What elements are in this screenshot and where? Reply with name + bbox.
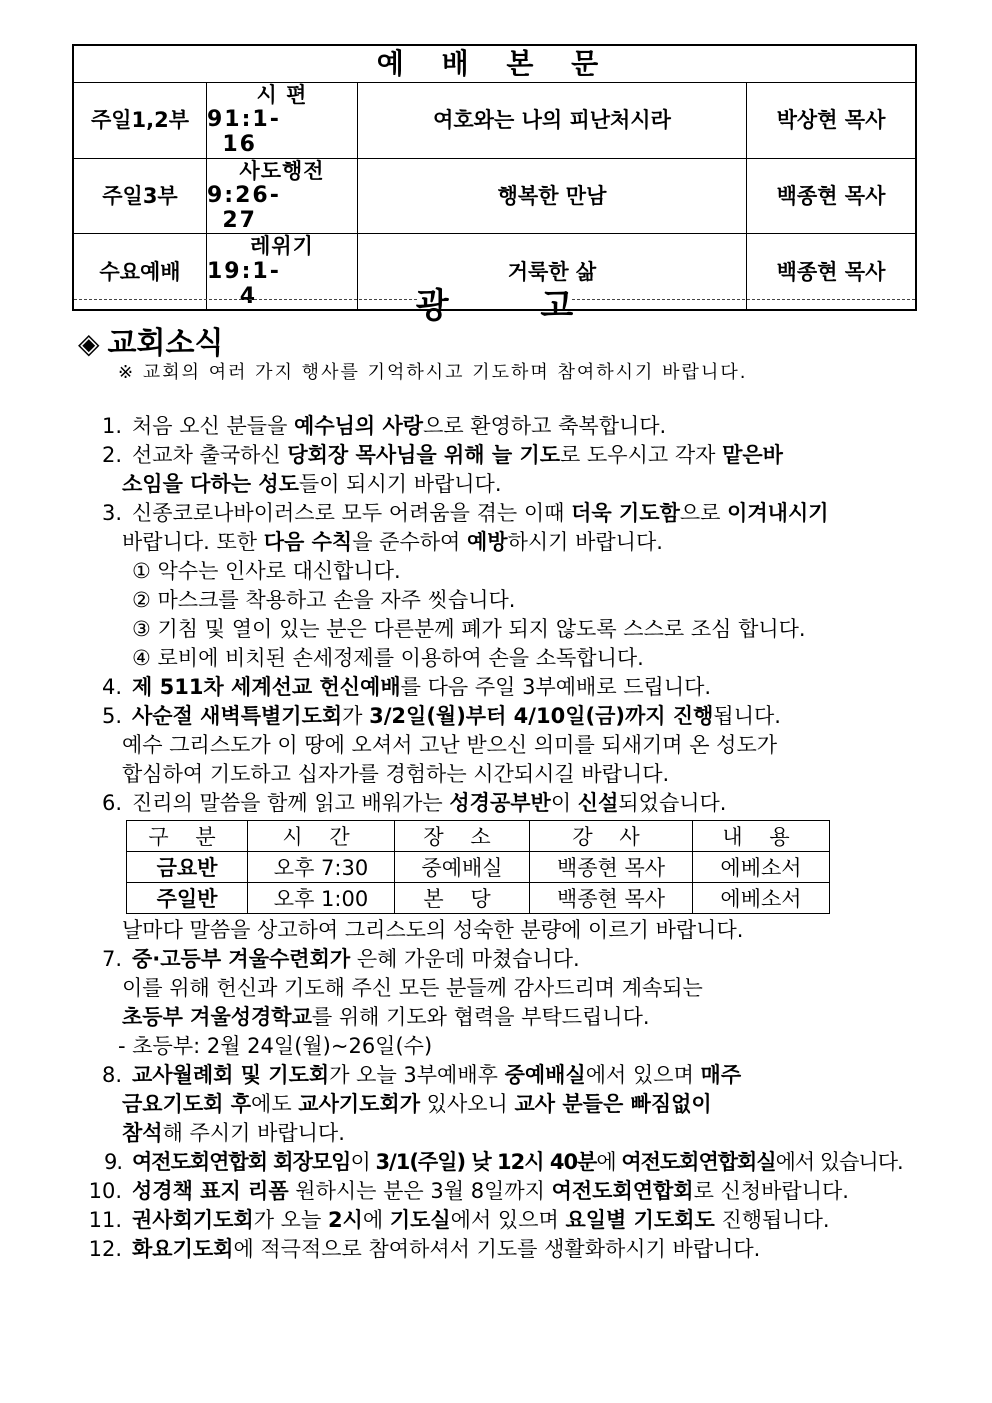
preacher: 박상현 목사 — [747, 83, 917, 159]
item-highlight: 성경책 표지 리폼 — [132, 1179, 289, 1203]
sermon-title: 여호와는 나의 피난처시라 — [358, 83, 747, 159]
item-text: 있사오니 — [420, 1092, 515, 1116]
item-highlight: 신설 — [577, 791, 619, 815]
item-highlight: 초등부 겨울성경학교 — [122, 1005, 312, 1029]
item-text: 를 다음 주일 3부예배로 드립니다. — [400, 675, 712, 699]
item-number: 2. — [101, 443, 122, 467]
item-text: 진리의 말씀을 함께 읽고 배워가는 — [132, 791, 450, 815]
scripture-book: 사도행전 — [239, 158, 325, 183]
item-text: 은혜 가운데 마쳤습니다. — [350, 947, 580, 971]
item-text: 신종코로나바이러스로 모두 어려움을 겪는 이때 — [132, 501, 572, 525]
item-highlight: 이겨내시기 — [727, 501, 829, 525]
item-text: 됩니다. — [713, 704, 781, 728]
column-header: 시 간 — [248, 821, 395, 852]
scripture-ref — [207, 158, 358, 234]
item-number: 4. — [101, 675, 122, 699]
item-highlight: 성경공부반 — [449, 791, 551, 815]
announcement-list — [72, 412, 932, 1264]
item-text: 에도 — [251, 1092, 299, 1116]
list-item — [72, 499, 932, 528]
item-number: 1. — [101, 414, 122, 438]
item-highlight: 중·고등부 겨울수련회가 — [132, 947, 351, 971]
sermon-table-title: 예 배 본 문 — [73, 45, 916, 83]
list-item-continued — [72, 1090, 932, 1119]
service-name: 수요예배 — [73, 234, 207, 310]
item-number: 12. — [88, 1237, 122, 1261]
scripture-ref — [207, 83, 358, 159]
item-highlight: 참석 — [122, 1121, 163, 1145]
list-item — [72, 1061, 932, 1090]
item-highlight: 권사회기도회 — [132, 1208, 254, 1232]
rule-item: ② 마스크를 착용하고 손을 자주 씻습니다. — [132, 588, 516, 612]
item-text: 로 도우시고 각자 — [560, 443, 723, 467]
item-text: 로 신청바랍니다. — [693, 1179, 849, 1203]
diamond-icon: ◈ — [78, 327, 100, 360]
scripture-book: 레위기 — [250, 234, 314, 259]
table-header-row — [127, 821, 830, 852]
table-row — [127, 852, 830, 883]
table-cell: 백종현 목사 — [530, 883, 693, 914]
item-highlight: 당회장 목사님을 위해 늘 기도 — [287, 443, 561, 467]
item-number: 5. — [101, 704, 122, 728]
item-highlight: 예방 — [467, 530, 508, 554]
list-item — [72, 1206, 932, 1235]
item-highlight: 교사월례회 및 기도회 — [132, 1063, 330, 1087]
item-highlight: 2시 — [327, 1208, 363, 1232]
item-text: 에서 있으며 — [450, 1208, 566, 1232]
table-cell: 오후 7:30 — [248, 852, 395, 883]
ads-header — [72, 278, 917, 326]
rule-item: ④ 로비에 비치된 손세정제를 이용하여 손을 소독합니다. — [132, 646, 644, 670]
item-text: 으로 환영하고 축복합니다. — [423, 414, 667, 438]
item-text: 처음 오신 분들을 — [132, 414, 295, 438]
list-item — [72, 1148, 932, 1177]
sermon-table — [72, 44, 917, 311]
item-highlight: 예수님의 사랑 — [294, 414, 424, 438]
section-heading — [78, 318, 223, 362]
item-number: 6. — [101, 791, 122, 815]
item-text: 진행됩니다. — [714, 1208, 830, 1232]
item-highlight: 금요기도회 후 — [122, 1092, 252, 1116]
list-item — [72, 412, 932, 441]
item-text: 에 — [596, 1150, 622, 1174]
list-item-continued: 날마다 말씀을 상고하여 그리스도의 성숙한 분량에 이르기 바랍니다. — [122, 918, 744, 942]
item-highlight: 더욱 기도함 — [571, 501, 680, 525]
item-text: 들이 되시기 바랍니다. — [298, 472, 502, 496]
table-cell: 에베소서 — [693, 852, 830, 883]
item-text: 에 적극적으로 참여하셔서 기도를 생활화하시기 바랍니다. — [233, 1237, 761, 1261]
item-text: 이 — [350, 1150, 376, 1174]
item-number: 11. — [88, 1208, 122, 1232]
scripture-verse: 91:1-16 — [207, 107, 281, 158]
sermon-title: 거룩한 삶 — [358, 234, 747, 310]
item-number: 9. — [103, 1150, 122, 1174]
column-header: 장 소 — [395, 821, 530, 852]
table-row — [73, 83, 916, 159]
item-highlight: 제 511차 세계선교 헌신예배 — [132, 675, 401, 699]
list-item — [72, 702, 932, 731]
item-highlight: 3/2일(월)부터 4/10일(금)까지 진행 — [369, 704, 714, 728]
item-highlight: 여전도회연합회 회장모임 — [132, 1150, 351, 1174]
item-number: 7. — [101, 947, 122, 971]
item-highlight: 기도실 — [389, 1208, 451, 1232]
list-item — [72, 945, 932, 974]
item-text: 을 준수하여 — [352, 530, 467, 554]
scripture-verse: 9:26-27 — [207, 182, 281, 234]
list-item — [72, 441, 932, 470]
item-number: 10. — [88, 1179, 122, 1203]
table-row — [73, 158, 916, 234]
preacher: 백종현 목사 — [747, 158, 917, 234]
table-cell: 주일반 — [127, 883, 248, 914]
rule-item: ③ 기침 및 열이 있는 분은 다른분께 폐가 되지 않도록 스스로 조심 합니다. — [132, 617, 806, 641]
item-text: 하시기 바랍니다. — [507, 530, 663, 554]
item-highlight: 여전도회연합회 — [551, 1179, 694, 1203]
item-text: 에서 있으며 — [585, 1063, 701, 1087]
item-text: 가 — [342, 704, 370, 728]
rule-item: ① 악수는 인사로 대신합니다. — [132, 559, 401, 583]
item-text: 이 — [550, 791, 578, 815]
item-highlight: 사순절 새벽특별기도회 — [132, 704, 343, 728]
study-table — [126, 820, 830, 914]
item-text: 바랍니다. 또한 — [122, 530, 264, 554]
list-item-continued — [72, 1119, 932, 1148]
scripture-verse: 19:1-4 — [207, 258, 281, 309]
item-text: 가 오늘 — [253, 1208, 328, 1232]
item-text: 가 오늘 3부예배후 — [329, 1063, 505, 1087]
column-header: 구 분 — [127, 821, 248, 852]
list-item-continued — [72, 528, 932, 557]
scripture-book: 시 편 — [256, 83, 308, 107]
item-text: 에 — [362, 1208, 390, 1232]
ads-title: 광 고 — [415, 286, 614, 326]
service-name: 주일1,2부 — [73, 83, 207, 159]
table-cell: 백종현 목사 — [530, 852, 693, 883]
list-item-continued — [72, 470, 932, 499]
list-item — [72, 789, 932, 818]
list-item-continued: - 초등부: 2월 24일(월)~26일(수) — [118, 1034, 433, 1058]
table-cell: 오후 1:00 — [248, 883, 395, 914]
item-highlight: 교사 분들은 빠짐없이 — [514, 1092, 712, 1116]
service-name: 주일3부 — [73, 158, 207, 234]
column-header: 강 사 — [530, 821, 693, 852]
item-text: 으로 — [679, 501, 728, 525]
column-header: 내 용 — [693, 821, 830, 852]
dashed-divider — [572, 299, 915, 300]
item-text: 해 주시기 바랍니다. — [162, 1121, 345, 1145]
preacher: 백종현 목사 — [747, 234, 917, 310]
item-highlight: 맡은바 — [722, 443, 783, 467]
item-text: 원하시는 분은 3월 8일까지 — [288, 1179, 552, 1203]
table-row — [127, 883, 830, 914]
item-highlight: 3/1(주일) 낮 12시 40분 — [375, 1150, 597, 1174]
list-item-continued — [72, 1003, 932, 1032]
item-text: 되었습니다. — [618, 791, 727, 815]
sermon-title: 행복한 만남 — [358, 158, 747, 234]
item-number: 3. — [101, 501, 122, 525]
item-number: 8. — [101, 1063, 122, 1087]
list-item-continued: 이를 위해 헌신과 기도해 주신 모든 분들께 감사드리며 계속되는 — [122, 976, 703, 1000]
section-title: 교회소식 — [107, 326, 224, 361]
item-text: 선교차 출국하신 — [132, 443, 288, 467]
table-cell: 본 당 — [395, 883, 530, 914]
list-item — [72, 673, 932, 702]
item-text: 에서 있습니다. — [775, 1150, 903, 1174]
item-highlight: 요일별 기도회도 — [565, 1208, 715, 1232]
item-highlight: 매주 — [700, 1063, 742, 1087]
table-cell: 금요반 — [127, 852, 248, 883]
item-highlight: 다음 수칙 — [263, 530, 353, 554]
item-highlight: 화요기도회 — [132, 1237, 234, 1261]
table-cell: 에베소서 — [693, 883, 830, 914]
item-text: 를 위해 기도와 협력을 부탁드립니다. — [311, 1005, 650, 1029]
table-cell: 중예배실 — [395, 852, 530, 883]
list-item — [72, 1177, 932, 1206]
item-highlight: 중예배실 — [504, 1063, 586, 1087]
list-item-continued: 합심하여 기도하고 십자가를 경험하는 시간되시길 바랍니다. — [122, 762, 670, 786]
item-highlight: 소임을 다하는 성도 — [122, 472, 299, 496]
list-item-continued: 예수 그리스도가 이 땅에 오셔서 고난 받으신 의미를 되새기며 온 성도가 — [122, 733, 778, 757]
list-item — [72, 1235, 932, 1264]
item-highlight: 교사기도회가 — [298, 1092, 420, 1116]
item-highlight: 여전도회연합회실 — [621, 1150, 776, 1174]
section-note: ※ 교회의 여러 가지 행사를 기억하시고 기도하며 참여하시기 바랍니다. — [118, 362, 748, 383]
